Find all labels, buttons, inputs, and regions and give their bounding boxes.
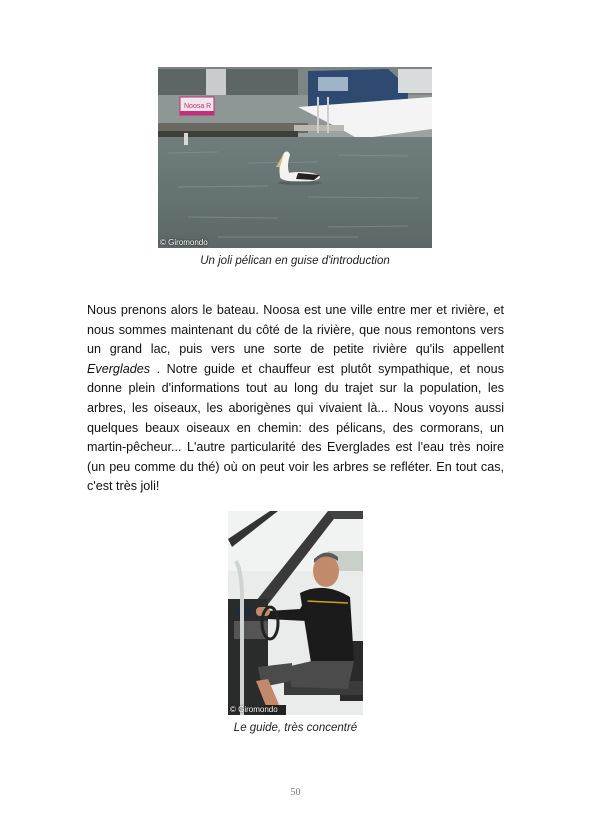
photo-watermark: © Giromondo (230, 705, 278, 714)
photo-watermark: © Giromondo (160, 238, 208, 247)
guide-photo (228, 511, 363, 715)
guide-caption: Le guide, très concentré (233, 722, 358, 734)
pelican-photo (158, 67, 432, 248)
paragraph-text-start: Nous prenons alors le bateau. Noosa est une ville entre mer et rivière, et nous sommes maintenant du côté de la rivière, que nous remontons vers un grand lac, puis vers une sorte de petite rivière qu'ils appellent (87, 303, 504, 357)
guide-photo-image (228, 511, 363, 715)
paragraph-text-end: . Notre guide et chauffeur est plutôt sympathique, et nous donne plein d'informations tout au long du trajet sur la population, les arbres, les oiseaux, les aborigènes qui vivaient là... Nous voyons aussi quelques beaux oiseaux en chemin: des pélicans, des cormorans, un martin-pêcheur... L'autre particularité des Everglades est l'eau très noire (un peu comme du thé) où on peut voir les arbres se refléter. En tout cas, c'est très joli! (87, 361, 504, 494)
pelican-photo-image (158, 67, 432, 248)
page-number: 50 (290, 787, 301, 798)
pelican-caption: Un joli pélican en guise d'introduction (200, 255, 390, 267)
boat-sign-text: Noosa R (184, 103, 212, 110)
body-paragraph (87, 301, 504, 497)
everglades-emphasis: Everglades (87, 361, 151, 376)
